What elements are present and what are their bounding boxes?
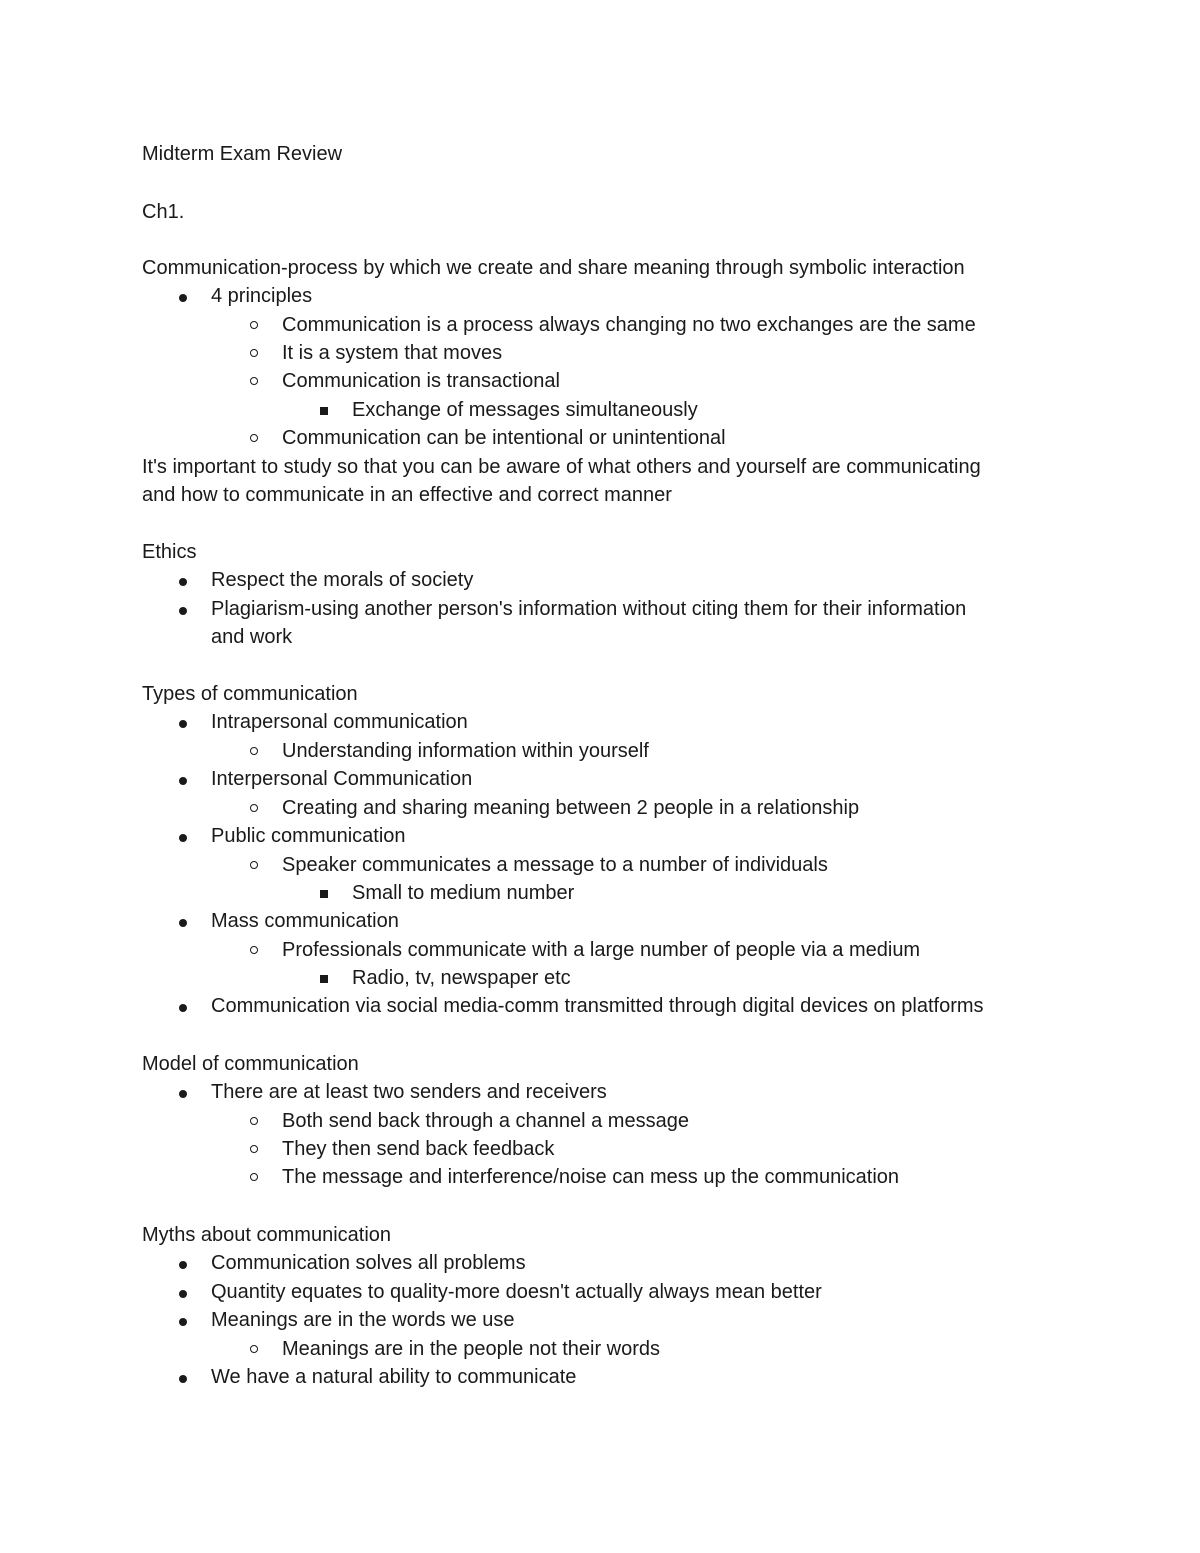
chapter-heading: Ch1. xyxy=(142,201,185,223)
bullet-circle-icon xyxy=(250,861,258,869)
bullet-circle-icon xyxy=(250,1173,258,1181)
bullet-circle-icon xyxy=(250,1345,258,1353)
ethics-item: Respect the morals of society xyxy=(211,569,474,591)
bullet-disc-icon xyxy=(179,1004,187,1012)
bullet-circle-icon xyxy=(250,747,258,755)
model-subitem: The message and interference/noise can mess up the communication xyxy=(282,1166,900,1188)
model-subitem: Both send back through a channel a message xyxy=(282,1110,689,1132)
bullet-disc-icon xyxy=(179,919,187,927)
bullet-disc-icon xyxy=(179,720,187,728)
principles-heading: 4 principles xyxy=(211,285,313,307)
bullet-disc-icon xyxy=(179,578,187,586)
importance-paragraph-line: and how to communicate in an effective and correct manner xyxy=(142,484,672,506)
types-item: Communication via social media-comm transmitted through digital devices on platforms xyxy=(211,995,984,1017)
importance-paragraph-line: It's important to study so that you can be aware of what others and yourself are communicating xyxy=(142,456,981,478)
bullet-disc-icon xyxy=(179,607,187,615)
bullet-circle-icon xyxy=(250,321,258,329)
types-subitem: Speaker communicates a message to a number of individuals xyxy=(282,854,828,876)
bullet-circle-icon xyxy=(250,377,258,385)
model-heading: Model of communication xyxy=(142,1053,359,1075)
types-heading: Types of communication xyxy=(142,683,358,705)
bullet-disc-icon xyxy=(179,1261,187,1269)
types-item: Mass communication xyxy=(211,910,399,932)
types-item: Interpersonal Communication xyxy=(211,768,473,790)
myths-item: Communication solves all problems xyxy=(211,1252,526,1274)
bullet-disc-icon xyxy=(179,1318,187,1326)
principle-item: It is a system that moves xyxy=(282,342,503,364)
myths-item: We have a natural ability to communicate xyxy=(211,1366,577,1388)
model-item: There are at least two senders and receivers xyxy=(211,1081,607,1103)
types-subsubitem: Radio, tv, newspaper etc xyxy=(352,967,571,989)
principle-item: Communication can be intentional or unintentional xyxy=(282,427,726,449)
bullet-circle-icon xyxy=(250,946,258,954)
myths-heading: Myths about communication xyxy=(142,1224,392,1246)
bullet-disc-icon xyxy=(179,777,187,785)
myths-item: Quantity equates to quality-more doesn't actually always mean better xyxy=(211,1281,822,1303)
ethics-heading: Ethics xyxy=(142,541,197,563)
bullet-circle-icon xyxy=(250,804,258,812)
bullet-disc-icon xyxy=(179,834,187,842)
bullet-square-icon xyxy=(320,890,328,898)
bullet-square-icon xyxy=(320,407,328,415)
types-item: Public communication xyxy=(211,825,406,847)
myths-subitem: Meanings are in the people not their words xyxy=(282,1338,661,1360)
types-subitem: Professionals communicate with a large number of people via a medium xyxy=(282,939,921,961)
bullet-circle-icon xyxy=(250,1145,258,1153)
types-subitem: Creating and sharing meaning between 2 people in a relationship xyxy=(282,797,860,819)
bullet-disc-icon xyxy=(179,1090,187,1098)
principle-subitem: Exchange of messages simultaneously xyxy=(352,399,698,421)
bullet-circle-icon xyxy=(250,349,258,357)
principle-item: Communication is transactional xyxy=(282,370,560,392)
ethics-item-continued: and work xyxy=(211,626,293,648)
principle-item: Communication is a process always changing no two exchanges are the same xyxy=(282,314,976,336)
types-subitem: Understanding information within yourself xyxy=(282,740,649,762)
bullet-disc-icon xyxy=(179,1290,187,1298)
bullet-square-icon xyxy=(320,975,328,983)
document-title: Midterm Exam Review xyxy=(142,143,343,165)
communication-definition: Communication-process by which we create and share meaning through symbolic interaction xyxy=(142,257,965,279)
ethics-item: Plagiarism-using another person's information without citing them for their information xyxy=(211,598,967,620)
bullet-disc-icon xyxy=(179,294,187,302)
bullet-disc-icon xyxy=(179,1375,187,1383)
bullet-circle-icon xyxy=(250,434,258,442)
types-item: Intrapersonal communication xyxy=(211,711,468,733)
bullet-circle-icon xyxy=(250,1117,258,1125)
model-subitem: They then send back feedback xyxy=(282,1138,555,1160)
myths-item: Meanings are in the words we use xyxy=(211,1309,515,1331)
types-subsubitem: Small to medium number xyxy=(352,882,575,904)
